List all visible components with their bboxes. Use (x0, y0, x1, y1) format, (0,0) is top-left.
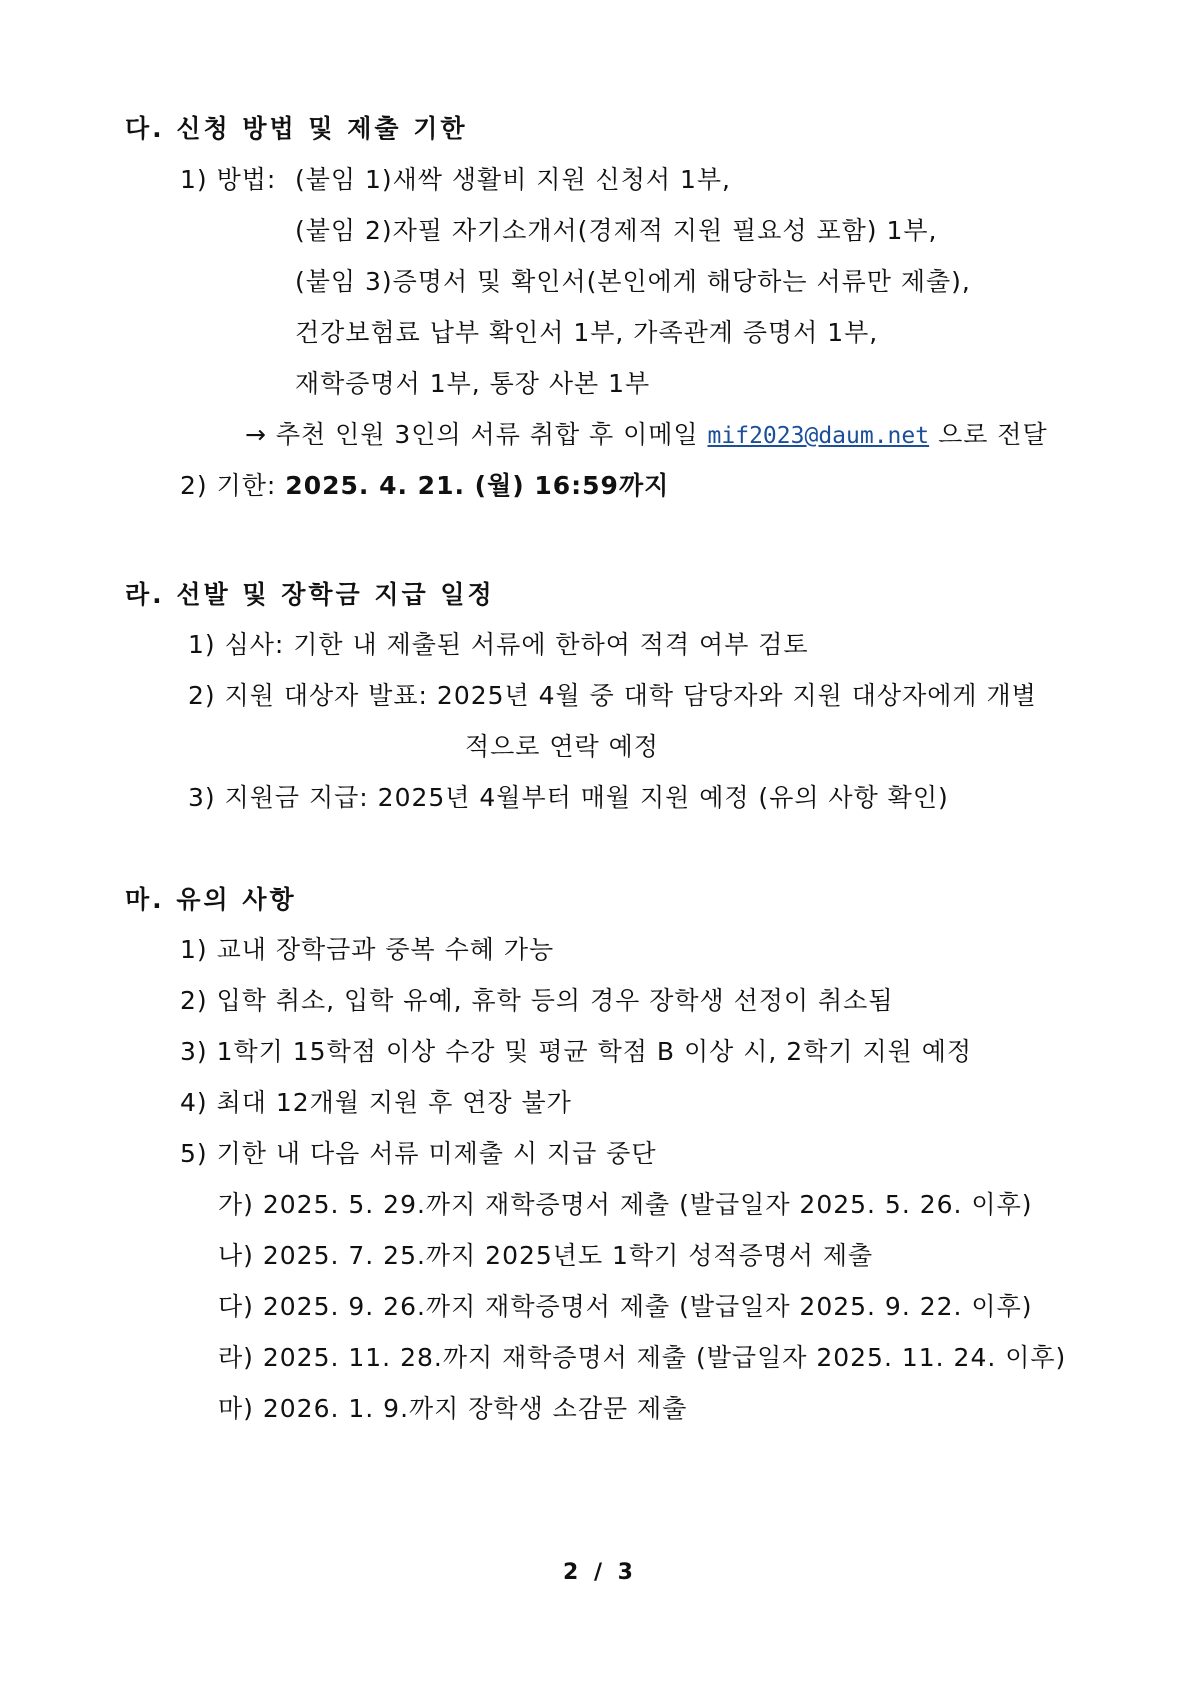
note-subitem-ra: 라) 2025. 11. 28.까지 재학증명서 제출 (발급일자 2025. 11. 24. 이후) (218, 1343, 1067, 1372)
selection-item-2-cont: 적으로 연락 예정 (465, 732, 659, 761)
note-subitem-ma: 마) 2026. 1. 9.까지 장학생 소감문 제출 (218, 1394, 688, 1423)
note-item-5: 5) 기한 내 다음 서류 미제출 시 지급 중단 (180, 1139, 657, 1168)
note-item-2: 2) 입학 취소, 입학 유예, 휴학 등의 경우 장학생 선정이 취소됨 (180, 986, 894, 1015)
deadline-row (180, 469, 669, 503)
send-suffix: 으로 전달 (938, 420, 1048, 449)
method-line-4: 건강보험료 납부 확인서 1부, 가족관계 증명서 1부, (295, 318, 879, 347)
deadline-value: 2025. 4. 21. (월) 16:59까지 (285, 471, 670, 500)
method-line-1: (붙임 1)새싹 생활비 지원 신청서 1부, (295, 165, 731, 194)
note-item-4: 4) 최대 12개월 지원 후 연장 불가 (180, 1088, 572, 1117)
page-number: 2 / 3 (563, 1560, 637, 1585)
method-label: 1) 방법: (180, 165, 277, 194)
send-prefix: → 추천 인원 3인의 서류 취합 후 이메일 (245, 420, 699, 449)
section-heading-selection: 라. 선발 및 장학금 지급 일정 (125, 580, 495, 609)
note-subitem-da: 다) 2025. 9. 26.까지 재학증명서 제출 (발급일자 2025. 9. 22. 이후) (218, 1292, 1033, 1321)
note-subitem-na: 나) 2025. 7. 25.까지 2025년도 1학기 성적증명서 제출 (218, 1241, 874, 1270)
section-heading-application: 다. 신청 방법 및 제출 기한 (125, 114, 468, 143)
selection-item-1: 1) 심사: 기한 내 제출된 서류에 한하여 적격 여부 검토 (188, 630, 809, 659)
method-line-3: (붙임 3)증명서 및 확인서(본인에게 해당하는 서류만 제출), (295, 267, 971, 296)
send-instruction (245, 418, 1048, 453)
email-link[interactable]: mif2023@daum.net (707, 423, 930, 449)
method-line-2: (붙임 2)자필 자기소개서(경제적 지원 필요성 포함) 1부, (295, 216, 938, 245)
selection-item-3: 3) 지원금 지급: 2025년 4월부터 매월 지원 예정 (유의 사항 확인) (188, 783, 949, 812)
section-heading-notes: 마. 유의 사항 (125, 885, 297, 914)
deadline-label: 2) 기한: (180, 471, 277, 500)
note-subitem-ga: 가) 2025. 5. 29.까지 재학증명서 제출 (발급일자 2025. 5. 26. 이후) (218, 1190, 1033, 1219)
selection-item-2: 2) 지원 대상자 발표: 2025년 4월 중 대학 담당자와 지원 대상자에게 개별 (188, 681, 1037, 710)
method-line-5: 재학증명서 1부, 통장 사본 1부 (295, 369, 651, 398)
note-item-1: 1) 교내 장학금과 중복 수혜 가능 (180, 935, 555, 964)
note-item-3: 3) 1학기 15학점 이상 수강 및 평균 학점 B 이상 시, 2학기 지원 예정 (180, 1037, 972, 1066)
